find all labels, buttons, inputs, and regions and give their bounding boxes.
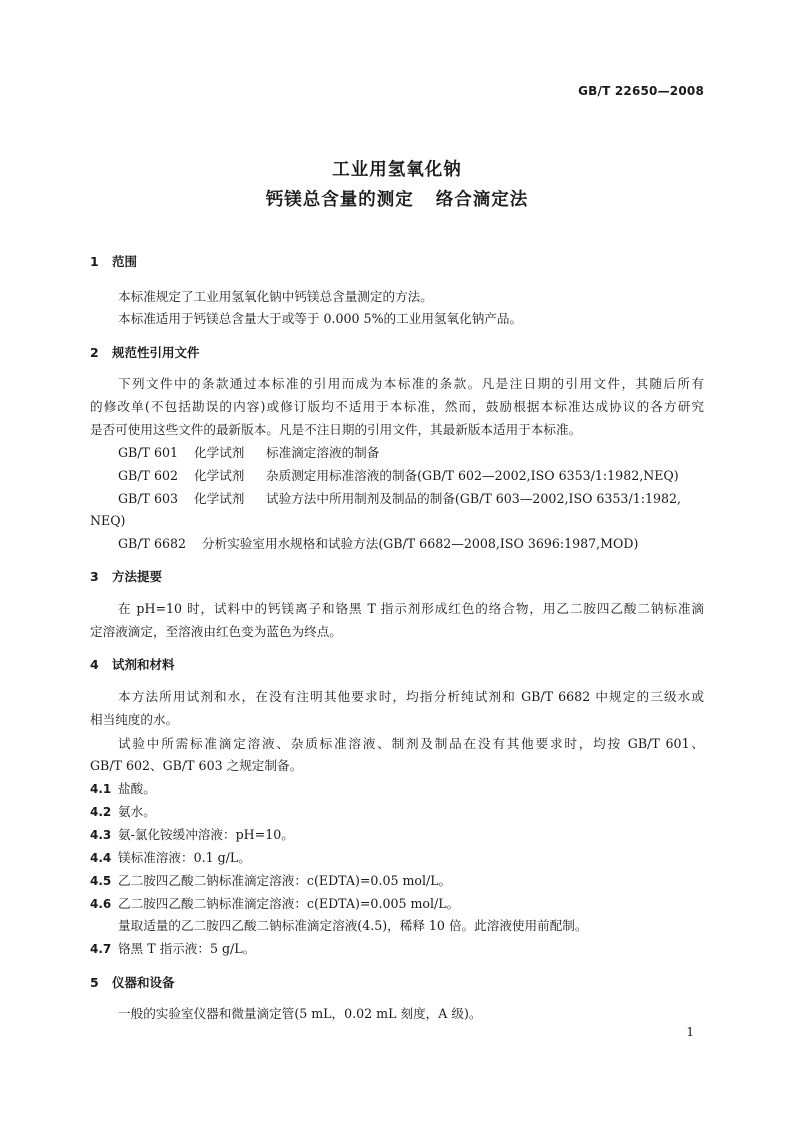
section-3-heading: 3 方法提要 [90,569,163,584]
reagent-item: 4.3 氨-氯化铵缓冲溶液：pH=10。 [90,827,294,842]
section-4-heading: 4 试剂和材料 [90,657,175,672]
section-4-paragraph-1-line1: 本方法所用试剂和水，在没有注明其他要求时，均指分析纯试剂和 GB/T 6682 中规定的三级水或 [118,689,704,704]
section-2-heading: 2 规范性引用文件 [90,345,200,360]
section-4-paragraph-2-line2: GB/T 602、GB/T 603 之规定制备。 [90,758,303,773]
document-title-line1: 工业用氢氧化钠 [332,160,462,180]
section-1-paragraph-2: 本标准适用于钙镁总含量大于或等于 0.000 5%的工业用氢氧化钠产品。 [118,311,523,326]
reagent-item: 4.1 盐酸。 [90,781,156,796]
section-1-heading: 1 范围 [90,254,138,269]
reagent-item: 4.7 铬黑 T 指示液：5 g/L。 [90,941,256,956]
standard-number: GB/T 22650—2008 [578,84,704,98]
document-title-line2 [0,186,794,211]
title-part-2: 络合滴定法 [435,190,529,210]
section-4-paragraph-1-line2: 相当纯度的水。 [90,712,179,727]
section-2-paragraph-line1: 下列文件中的条款通过本标准的引用而成为本标准的条款。凡是注日期的引用文件，其随后所有 [118,376,704,391]
reagent-item: 4.6 乙二胺四乙酸二钠标准滴定溶液：c(EDTA)=0.005 mol/L。 [90,896,460,911]
page-number: 1 [686,1025,694,1039]
section-4-paragraph-2-line1: 试验中所需标准滴定溶液、杂质标准溶液、制剂及制品在没有其他要求时，均按 GB/T 601、 [118,736,704,751]
section-5-heading: 5 仪器和设备 [90,975,175,990]
reagent-item: 4.2 氨水。 [90,804,156,819]
section-5-paragraph-1: 一般的实验室仪器和微量滴定管(5 mL，0.02 mL 刻度，A 级)。 [118,1006,482,1021]
title-part-1: 钙镁总含量的测定 [265,190,414,210]
reagent-item: 4.4 镁标准溶液：0.1 g/L。 [90,850,251,865]
section-2-paragraph-line3: 是否可使用这些文件的最新版本。凡是不注日期的引用文件，其最新版本适用于本标准。 [90,422,582,437]
section-3-paragraph-line2: 定溶液滴定，至溶液由红色变为蓝色为终点。 [90,624,342,639]
reference-item: GB/T 603 化学试剂 试验方法中所用制剂及制品的制备(GB/T 603—2002,ISO 6353/1:1982, [118,491,681,506]
section-3-paragraph-line1: 在 pH=10 时，试料中的钙镁离子和铬黑 T 指示剂形成红色的络合物，用乙二胺四乙酸二钠标准滴 [118,601,704,616]
section-2-paragraph-line2: 的修改单(不包括勘误的内容)或修订版均不适用于本标准，然而，鼓励根据本标准达成协议的各方研究 [90,399,704,414]
reference-item: GB/T 6682 分析实验室用水规格和试验方法(GB/T 6682—2008,ISO 3696:1987,MOD) [118,536,639,551]
section-1-paragraph-1: 本标准规定了工业用氢氧化钠中钙镁总含量测定的方法。 [118,289,433,304]
reference-item-continuation: NEQ) [90,513,126,528]
reference-item: GB/T 602 化学试剂 杂质测定用标准溶液的制备(GB/T 602—2002,ISO 6353/1:1982,NEQ) [118,468,679,483]
reference-item: GB/T 601 化学试剂 标准滴定溶液的制备 [118,445,380,460]
reagent-item: 4.5 乙二胺四乙酸二钠标准滴定溶液：c(EDTA)=0.05 mol/L。 [90,873,452,888]
reagent-item-note: 量取适量的乙二胺四乙酸二钠标准滴定溶液(4.5)，稀释 10 倍。此溶液使用前配制。 [118,918,588,933]
